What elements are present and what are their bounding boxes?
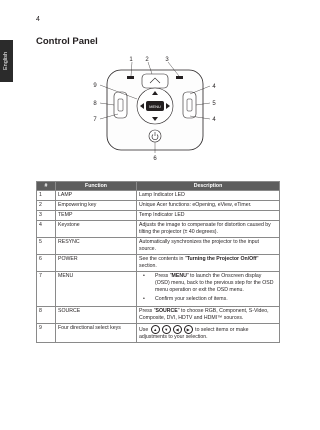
row-number: 5 <box>37 238 56 255</box>
callout-3: 3 <box>165 57 169 63</box>
row-function: TEMP <box>56 211 137 221</box>
control-panel-function-table <box>36 181 280 343</box>
list-item: • Confirm your selection of items. <box>147 296 277 303</box>
lamp-led <box>127 76 134 79</box>
callout-5: 5 <box>212 101 216 107</box>
row-number: 7 <box>37 272 56 307</box>
row-description: Lamp Indicator LED <box>137 191 280 201</box>
control-panel-diagram <box>80 52 230 167</box>
table-row <box>37 272 280 307</box>
row-description: Automatically synchronizes the projector to the input source. <box>137 238 280 255</box>
header-number: # <box>37 182 56 191</box>
row-function: RESYNC <box>56 238 137 255</box>
table-row <box>37 238 280 255</box>
row-number: 9 <box>37 324 56 343</box>
callout-8: 8 <box>93 101 97 107</box>
header-description: Description <box>137 182 280 191</box>
callout-9: 9 <box>93 83 97 89</box>
row-description: Adjusts the image to compensate for distortion caused by tilting the projector (± 40 degrees). <box>137 221 280 238</box>
row-function: LAMP <box>56 191 137 201</box>
row-function: SOURCE <box>56 307 137 324</box>
row-function: Keystone <box>56 221 137 238</box>
section-reference: Turning the Projector On/Off <box>186 256 257 262</box>
header-function: Function <box>56 182 137 191</box>
row-number: 8 <box>37 307 56 324</box>
row-description: Use ▲ ▼ ◀ ▶ to select items or make adjustments to your selection. <box>137 324 280 343</box>
top-key <box>142 74 168 88</box>
menu-key-label: MENU <box>149 104 161 109</box>
callout-4-bottom: 4 <box>212 117 216 123</box>
resync-key <box>183 92 196 118</box>
callout-1: 1 <box>129 57 133 63</box>
temp-led <box>176 76 183 79</box>
table-row <box>37 221 280 238</box>
row-description: Unique Acer functions: eOpening, eView, eTimer. <box>137 201 280 211</box>
source-key <box>114 92 127 118</box>
table-row <box>37 211 280 221</box>
row-function: POWER <box>56 255 137 272</box>
row-number: 6 <box>37 255 56 272</box>
row-function: MENU <box>56 272 137 307</box>
side-tab-label: English <box>3 51 9 71</box>
callout-7: 7 <box>93 117 97 123</box>
table-row <box>37 191 280 201</box>
language-side-tab <box>0 40 13 82</box>
row-number: 2 <box>37 201 56 211</box>
table-row <box>37 307 280 324</box>
page-title: Control Panel <box>36 36 98 47</box>
callout-2: 2 <box>145 57 149 63</box>
table-row <box>37 255 280 272</box>
row-description: Temp Indicator LED <box>137 211 280 221</box>
row-description <box>137 272 280 307</box>
table-header-row <box>37 182 280 191</box>
page-number: 4 <box>36 16 40 23</box>
row-number: 1 <box>37 191 56 201</box>
row-number: 4 <box>37 221 56 238</box>
down-key-icon: ▼ <box>162 325 171 334</box>
row-description: Press "SOURCE" to choose RGB, Component, S-Video, Composite, DVI, HDTV and HDMI™ sources. <box>137 307 280 324</box>
left-key-icon: ◀ <box>173 325 182 334</box>
row-function: Empowering key <box>56 201 137 211</box>
row-function: Four directional select keys <box>56 324 137 343</box>
table-row <box>37 324 280 343</box>
table-row <box>37 201 280 211</box>
callout-4-top: 4 <box>212 84 216 90</box>
row-number: 3 <box>37 211 56 221</box>
up-key-icon: ▲ <box>151 325 160 334</box>
row-description: See the contents in "Turning the Projector On/Off" section. <box>137 255 280 272</box>
list-item: • Press "MENU" to launch the Onscreen display (OSD) menu, back to the previous step for the OSD menu operation or exit the OSD menu. <box>147 273 277 294</box>
right-key-icon: ▶ <box>184 325 193 334</box>
callout-6: 6 <box>153 156 157 162</box>
